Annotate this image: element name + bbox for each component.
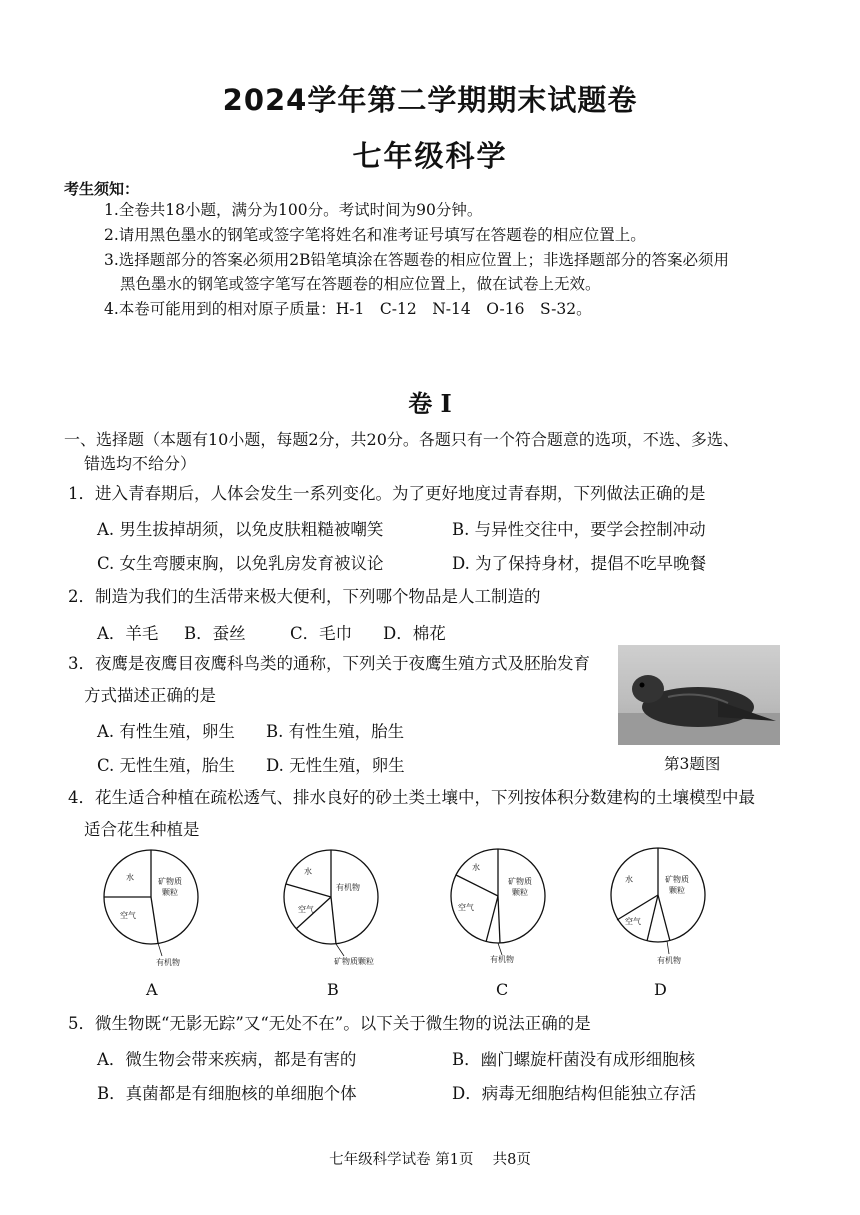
bird-icon	[618, 645, 780, 745]
question-3-option-a: A. 有性生殖，卵生	[97, 722, 235, 741]
question-5-option-b: B．幽门螺旋杆菌没有成形细胞核	[452, 1050, 696, 1069]
question-2-option-a: A．羊毛	[97, 624, 159, 643]
question-5-option-d: D．病毒无细胞结构但能独立存活	[452, 1084, 697, 1103]
pie-d-water-label: 水	[625, 875, 633, 884]
question-3-stem: 3．夜鹰是夜鹰目夜鹰科鸟类的通称，下列关于夜鹰生殖方式及胚胎发育	[68, 654, 590, 673]
question-2-option-c: C．毛巾	[290, 624, 353, 643]
question-3-option-c: C. 无性生殖，胎生	[97, 756, 236, 775]
pie-a-mineral-label: 矿物质	[158, 877, 182, 886]
section-intro: 一、选择题（本题有10小题，每题2分，共20分。各题只有一个符合题意的选项，不选、多选、	[64, 430, 739, 449]
question-1-option-d: D. 为了保持身材，提倡不吃早晚餐	[452, 554, 707, 573]
exam-subject: 七年级科学	[352, 139, 508, 173]
section-title: 卷 I	[408, 389, 452, 418]
pie-a-water-label: 水	[126, 873, 134, 882]
pie-b-water-label: 水	[304, 867, 312, 876]
pie-c-mineral-label: 矿物质	[508, 877, 532, 886]
option-a-label: A	[146, 980, 158, 999]
pie-b-organic-label: 有机物	[336, 883, 360, 892]
question-3-option-b: B. 有性生殖，胎生	[266, 722, 405, 741]
pie-a-mineral-label-2: 颗粒	[162, 888, 178, 897]
option-b-label: B	[327, 980, 339, 999]
question-2-stem: 2．制造为我们的生活带来极大便利，下列哪个物品是人工制造的	[68, 587, 541, 606]
question-1-option-a: A. 男生拔掉胡须，以免皮肤粗糙被嘲笑	[97, 520, 384, 539]
pie-d-organic-label: 有机物	[657, 956, 681, 965]
page-footer: 七年级科学试卷 第1页 共8页	[329, 1152, 531, 1168]
notice-item-4: 4.本卷可能用到的相对原子质量：H-1 C-12 N-14 O-16 S-32。	[104, 300, 592, 318]
pie-d-mineral-label: 矿物质	[665, 875, 689, 884]
bird-photo	[618, 645, 780, 745]
figure-3-caption: 第3题图	[664, 755, 721, 773]
option-d-label: D	[654, 980, 667, 999]
notice-item-2: 2.请用黑色墨水的钢笔或签字笔将姓名和准考证号填写在答题卷的相应位置上。	[104, 226, 646, 244]
soil-model-d	[603, 840, 733, 970]
pie-d-mineral-label-2: 颗粒	[669, 886, 685, 895]
question-2-option-d: D．棉花	[383, 624, 446, 643]
notice-item-3: 3.选择题部分的答案必须用2B铅笔填涂在答题卷的相应位置上；非选择题部分的答案必须用	[104, 251, 730, 269]
pie-c-air-label: 空气	[458, 903, 474, 912]
soil-model-b	[276, 842, 416, 972]
section-intro-cont: 错选均不给分）	[84, 454, 197, 473]
option-c-label: C	[496, 980, 509, 999]
pie-c-organic-label: 有机物	[490, 955, 514, 964]
pie-a-air-label: 空气	[120, 911, 136, 920]
question-1-stem: 1．进入青春期后，人体会发生一系列变化。为了更好地度过青春期，下列做法正确的是	[68, 484, 706, 503]
question-3-option-d: D. 无性生殖，卵生	[266, 756, 405, 775]
pie-c-water-label: 水	[472, 863, 480, 872]
question-5-option-a: A．微生物会带来疾病，都是有害的	[97, 1050, 357, 1069]
notice-item-1: 1.全卷共18小题，满分为100分。考试时间为90分钟。	[104, 201, 483, 219]
pie-b-mineral-label: 矿物质颗粒	[334, 957, 374, 966]
question-4-stem: 4．花生适合种植在疏松透气、排水良好的砂土类土壤中，下列按体积分数建构的土壤模型中最	[68, 788, 755, 807]
soil-model-a	[96, 842, 216, 972]
pie-d-air-label: 空气	[625, 917, 641, 926]
pie-a-organic-label: 有机物	[156, 958, 180, 967]
question-5-option-c: B．真菌都是有细胞核的单细胞个体	[97, 1084, 357, 1103]
pie-c-mineral-label-2: 颗粒	[512, 888, 528, 897]
exam-title: 2024学年第二学期期末试题卷	[222, 83, 638, 117]
question-4-stem-cont: 适合花生种植是	[84, 820, 200, 839]
soil-model-c	[440, 838, 570, 968]
notice-item-3-cont: 黑色墨水的钢笔或签字笔写在答题卷的相应位置上，做在试卷上无效。	[120, 275, 601, 293]
question-3-stem-cont: 方式描述正确的是	[84, 686, 216, 705]
notice-heading: 考生须知：	[64, 180, 140, 198]
question-5-stem: 5．微生物既“无影无踪”又“无处不在”。以下关于微生物的说法正确的是	[68, 1014, 591, 1033]
question-1-option-b: B. 与异性交往中，要学会控制冲动	[452, 520, 706, 539]
question-2-option-b: B．蚕丝	[184, 624, 246, 643]
pie-b-air-label: 空气	[298, 905, 314, 914]
question-1-option-c: C. 女生弯腰束胸，以免乳房发育被议论	[97, 554, 384, 573]
